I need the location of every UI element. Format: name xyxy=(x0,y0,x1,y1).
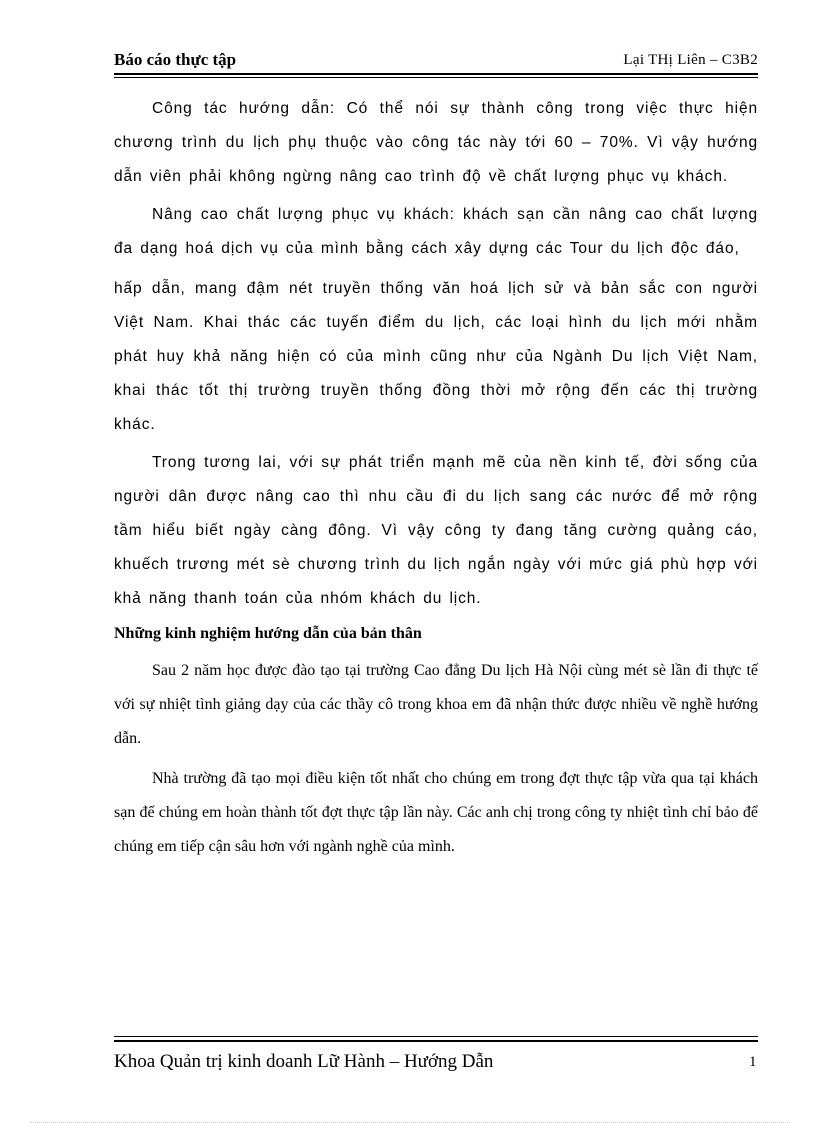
header-rule-thin xyxy=(114,77,758,78)
page-header xyxy=(114,50,758,72)
footer-rule xyxy=(114,1036,758,1037)
section-heading: Những kinh nghiệm hướng dẫn của bản thân xyxy=(114,625,422,642)
paragraph-guiding-work: Công tác hướng dẫn: Có thể nói sự thành công trong việc thực hiện chương trình du lịch phụ thuộc vào công tác này tới 60 – 70%. Vì vậy hướng dẫn viên phải không ngừng nâng cao trình độ về chất lượng phục vụ khách. xyxy=(114,100,758,185)
paragraph-school-support: Nhà trường đã tạo mọi điều kiện tốt nhất cho chúng em trong đợt thực tập vừa qua tại khách sạn để chúng em hoàn thành tốt đợt thực tập lần này. Các anh chị trong công ty nhiệt tình chỉ bảo để chúng em tiếp cận sâu hơn với ngành nghề của mình. xyxy=(114,770,758,855)
header-rule xyxy=(114,73,758,75)
footer-department: Khoa Quản trị kinh doanh Lữ Hành – Hướng Dẫn xyxy=(114,1051,494,1072)
page-number: 1 xyxy=(749,1054,757,1070)
page-body xyxy=(114,92,758,864)
header-title: Báo cáo thực tập xyxy=(114,50,237,69)
paragraph-future: Trong tương lai, với sự phát triển mạnh mẽ của nền kinh tế, đời sống của người dân được nâng cao thì nhu cầu đi du lịch sang các nước để mở rộng tầm hiểu biết ngày càng đông. Vì vậy công ty đang tăng cường quảng cáo, khuếch trương mét sè chương trình du lịch ngắn ngày với mức giá phù hợp với khả năng thanh toán của nhóm khách du lịch. xyxy=(114,454,758,607)
footer-rule-thick xyxy=(114,1040,758,1042)
paragraph-experience: Sau 2 năm học được đào tạo tại trường Cao đẳng Du lịch Hà Nội cùng mét sè lần đi thực tế với sự nhiệt tình giảng dạy của các thầy cô trong khoa em đã nhận thức được nhiều về nghề hướng dẫn. xyxy=(114,662,758,747)
header-author: Lại THị Liên – C3B2 xyxy=(623,52,758,68)
paragraph-attractive-tours: hấp dẫn, mang đậm nét truyền thống văn hoá lịch sử và bản sắc con người Việt Nam. Khai thác các tuyến điểm du lịch, các loại hình du lịch mới nhằm phát huy khả năng hiện có của mình cũng như của Ngành Du lịch Việt Nam, khai thác tốt thị trường truyền thống đồng thời mở rộng đến các thị trường khác. xyxy=(114,280,758,433)
paragraph-service-quality: Nâng cao chất lượng phục vụ khách: khách sạn cần nâng cao chất lượng đa dạng hoá dịch vụ của mình bằng cách xây dựng các Tour du lịch độc đáo, xyxy=(114,206,758,257)
